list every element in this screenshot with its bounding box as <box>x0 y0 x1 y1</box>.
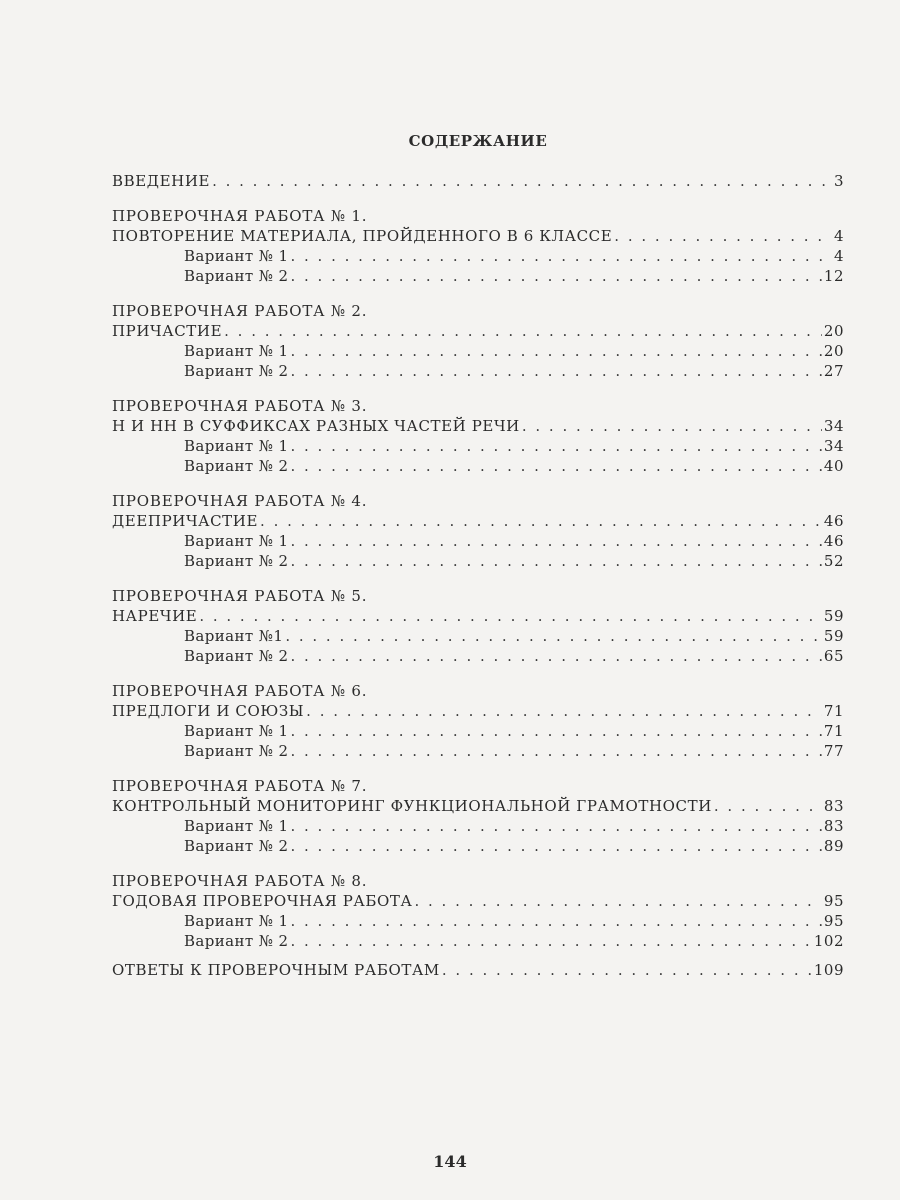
toc-page-number: 83 <box>823 817 844 835</box>
toc-section <box>112 681 844 776</box>
toc-row-answers <box>112 960 844 980</box>
spacer <box>112 666 844 681</box>
toc-page-number: 71 <box>823 722 844 740</box>
toc-label: ВВЕДЕНИЕ <box>112 172 211 190</box>
toc-page-number: 95 <box>823 892 844 910</box>
page-title: СОДЕРЖАНИЕ <box>408 132 548 150</box>
dot-leader <box>290 246 831 266</box>
toc-page-number: 71 <box>823 702 844 720</box>
dot-leader <box>290 646 821 666</box>
toc-section <box>112 871 844 951</box>
dot-leader <box>290 436 821 456</box>
toc-page-number: 83 <box>823 797 844 815</box>
dot-leader <box>290 816 821 836</box>
toc-page-number: 46 <box>823 512 844 530</box>
toc-row-topic <box>112 416 844 436</box>
toc-page-number: 77 <box>823 742 844 760</box>
toc-label: Вариант № 1 <box>184 722 289 740</box>
toc-row-variant <box>112 551 844 571</box>
spacer <box>112 571 844 586</box>
toc-label: НАРЕЧИЕ <box>112 607 198 625</box>
dot-leader <box>290 836 821 856</box>
page-number: 144 <box>433 1152 467 1171</box>
dot-leader <box>290 361 821 381</box>
section-heading: ПРОВЕРОЧНАЯ РАБОТА № 5. <box>112 587 368 605</box>
toc-row-intro <box>112 171 844 191</box>
toc-page-number: 102 <box>813 932 844 950</box>
toc-label: Вариант № 1 <box>184 532 289 550</box>
spacer <box>112 761 844 776</box>
dot-leader <box>290 456 821 476</box>
toc-row-topic <box>112 511 844 531</box>
toc-label: Вариант № 2 <box>184 932 289 950</box>
spacer <box>112 286 844 301</box>
dot-leader <box>414 891 821 911</box>
toc-row-variant <box>112 361 844 381</box>
toc-row-topic <box>112 796 844 816</box>
toc-label: Вариант № 1 <box>184 912 289 930</box>
toc-label: Вариант № 2 <box>184 742 289 760</box>
toc-row-variant <box>112 816 844 836</box>
dot-leader <box>714 796 822 816</box>
dot-leader <box>290 266 821 286</box>
section-heading: ПРОВЕРОЧНАЯ РАБОТА № 3. <box>112 397 368 415</box>
section-heading: ПРОВЕРОЧНАЯ РАБОТА № 4. <box>112 492 368 510</box>
toc-section <box>112 491 844 586</box>
toc-label: Вариант № 2 <box>184 647 289 665</box>
toc-page-number: 34 <box>823 437 844 455</box>
toc-row-topic <box>112 321 844 341</box>
dot-leader <box>522 416 822 436</box>
dot-leader <box>290 341 821 361</box>
spacer <box>112 951 844 960</box>
toc-label: ОТВЕТЫ К ПРОВЕРОЧНЫМ РАБОТАМ <box>112 961 440 979</box>
toc-label: Вариант № 2 <box>184 362 289 380</box>
toc-row-variant <box>112 721 844 741</box>
toc-page-number: 27 <box>823 362 844 380</box>
toc-label: Вариант № 1 <box>184 342 289 360</box>
toc-page-number: 4 <box>833 227 844 245</box>
toc-row-variant <box>112 836 844 856</box>
toc-row-variant <box>112 341 844 361</box>
toc-row-variant <box>112 931 844 951</box>
dot-leader <box>290 741 821 761</box>
toc-page-number: 34 <box>823 417 844 435</box>
toc-row-variant <box>112 911 844 931</box>
toc-section <box>112 206 844 301</box>
dot-leader <box>285 626 822 646</box>
section-heading: ПРОВЕРОЧНАЯ РАБОТА № 8. <box>112 872 368 890</box>
table-of-contents <box>112 171 844 980</box>
toc-page-number: 46 <box>823 532 844 550</box>
toc-row-variant <box>112 626 844 646</box>
toc-page-number: 20 <box>823 342 844 360</box>
spacer <box>112 856 844 871</box>
toc-page-number: 3 <box>833 172 844 190</box>
dot-leader <box>290 911 821 931</box>
toc-page-number: 65 <box>823 647 844 665</box>
section-heading: ПРОВЕРОЧНАЯ РАБОТА № 6. <box>112 682 368 700</box>
toc-label: Вариант № 1 <box>184 817 289 835</box>
section-heading: ПРОВЕРОЧНАЯ РАБОТА № 7. <box>112 777 368 795</box>
toc-label: Вариант № 2 <box>184 552 289 570</box>
toc-row-topic <box>112 606 844 626</box>
spacer <box>112 381 844 396</box>
dot-leader <box>290 551 821 571</box>
section-heading: ПРОВЕРОЧНАЯ РАБОТА № 2. <box>112 302 368 320</box>
toc-page-number: 59 <box>823 627 844 645</box>
toc-row-variant <box>112 456 844 476</box>
toc-row-topic <box>112 891 844 911</box>
toc-page-number: 52 <box>823 552 844 570</box>
toc-row-variant <box>112 646 844 666</box>
toc-section <box>112 301 844 396</box>
toc-page-number: 109 <box>813 961 844 979</box>
toc-page-number: 20 <box>823 322 844 340</box>
toc-page-number: 40 <box>823 457 844 475</box>
toc-label: ПОВТОРЕНИЕ МАТЕРИАЛА, ПРОЙДЕННОГО В 6 КЛАССЕ <box>112 227 613 245</box>
sections <box>112 206 844 951</box>
toc-label: Вариант № 2 <box>184 837 289 855</box>
toc-page-number: 12 <box>823 267 844 285</box>
toc-row-topic <box>112 701 844 721</box>
dot-leader <box>614 226 832 246</box>
toc-section <box>112 586 844 681</box>
toc-label: Н И НН В СУФФИКСАХ РАЗНЫХ ЧАСТЕЙ РЕЧИ <box>112 417 520 435</box>
dot-leader <box>224 321 822 341</box>
toc-row-topic <box>112 226 844 246</box>
toc-row-variant <box>112 436 844 456</box>
toc-row-variant <box>112 741 844 761</box>
dot-leader <box>199 606 822 626</box>
dot-leader <box>212 171 832 191</box>
toc-label: Вариант № 2 <box>184 457 289 475</box>
toc-label: ГОДОВАЯ ПРОВЕРОЧНАЯ РАБОТА <box>112 892 413 910</box>
toc-page-number: 89 <box>823 837 844 855</box>
spacer <box>112 191 844 206</box>
toc-label: ПРЕДЛОГИ И СОЮЗЫ <box>112 702 305 720</box>
toc-row-variant <box>112 266 844 286</box>
section-heading: ПРОВЕРОЧНАЯ РАБОТА № 1. <box>112 207 368 225</box>
toc-section <box>112 776 844 871</box>
toc-label: ДЕЕПРИЧАСТИЕ <box>112 512 259 530</box>
toc-row-variant <box>112 531 844 551</box>
dot-leader <box>290 721 821 741</box>
toc-label: Вариант № 1 <box>184 437 289 455</box>
toc-row-variant <box>112 246 844 266</box>
spacer <box>112 476 844 491</box>
dot-leader <box>260 511 822 531</box>
toc-page-number: 59 <box>823 607 844 625</box>
toc-page-number: 95 <box>823 912 844 930</box>
toc-section <box>112 396 844 491</box>
toc-label: Вариант № 1 <box>184 247 289 265</box>
toc-label: ПРИЧАСТИЕ <box>112 322 223 340</box>
toc-label: Вариант № 2 <box>184 267 289 285</box>
toc-page-number: 4 <box>833 247 844 265</box>
toc-label: Вариант №1 <box>184 627 284 645</box>
dot-leader <box>442 960 812 980</box>
dot-leader <box>290 531 821 551</box>
dot-leader <box>290 931 811 951</box>
toc-label: КОНТРОЛЬНЫЙ МОНИТОРИНГ ФУНКЦИОНАЛЬНОЙ ГРАМОТНОСТИ <box>112 797 712 815</box>
dot-leader <box>306 701 822 721</box>
